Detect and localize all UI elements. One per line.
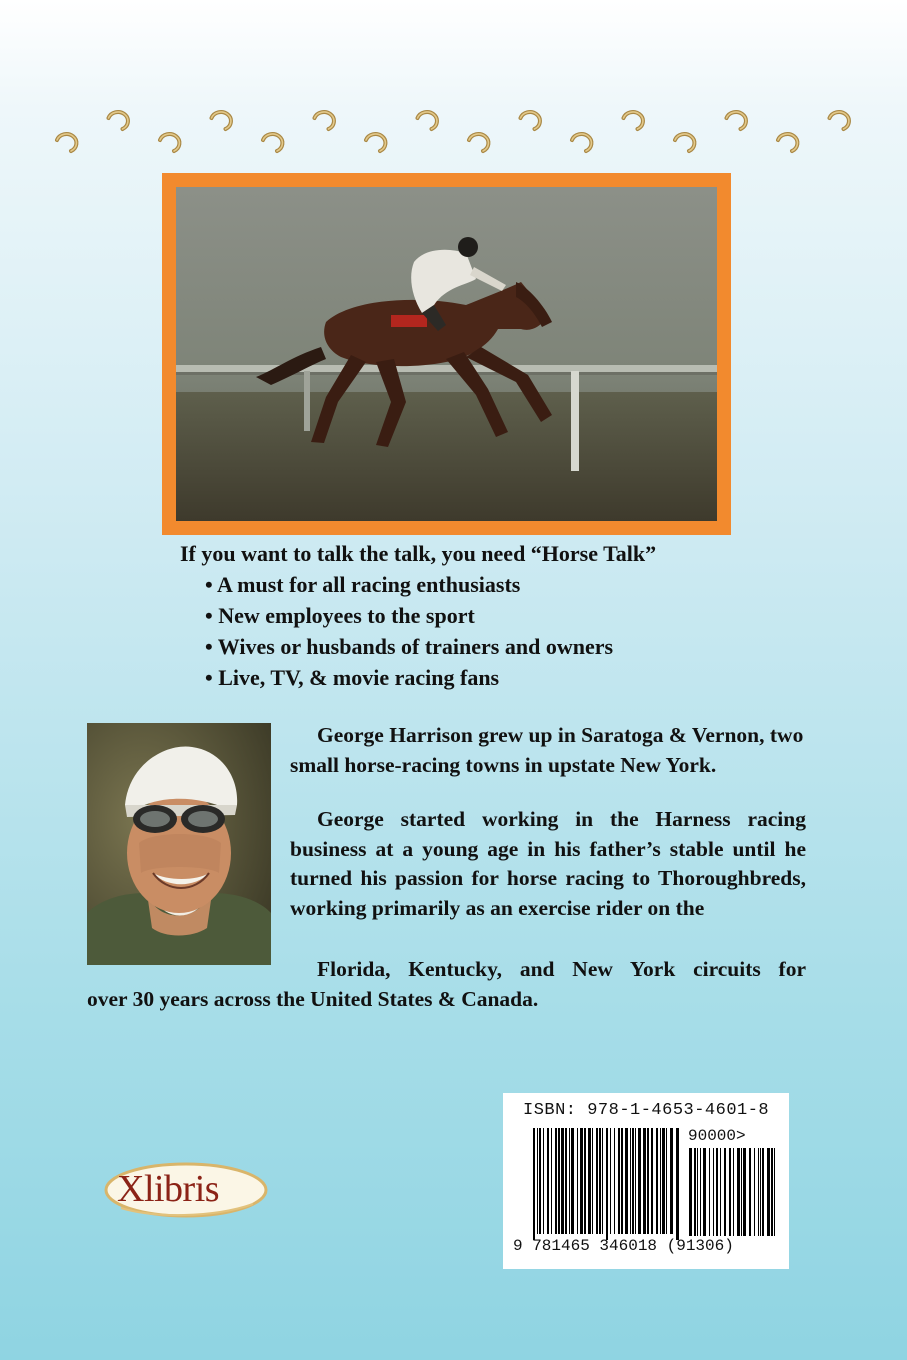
horseshoe-icon: [830, 112, 849, 129]
horseshoe-icon: [675, 134, 694, 151]
horseshoe-row: [0, 0, 907, 170]
barcode-digits: 9 781465 346018 (91306): [513, 1237, 734, 1255]
horseshoe-icon: [572, 134, 591, 151]
isbn-number: ISBN: 978-1-4653-4601-8: [523, 1101, 770, 1120]
horseshoe-icon: [418, 112, 437, 129]
horseshoe-icon: [160, 134, 179, 151]
racing-horse-photo: [176, 187, 717, 521]
horseshoe-icon: [778, 134, 797, 151]
horseshoe-icon: [263, 134, 282, 151]
feature-item: • Wives or husbands of trainers and owners: [205, 634, 614, 659]
horseshoe-icon: [315, 112, 334, 129]
horseshoe-icon: [212, 112, 231, 129]
feature-list: [205, 569, 613, 693]
bio-paragraph-2: George started working in the Harness racing business at a young age in his father’s stable until he turned his passion for horse racing to Thoroughbreds, working primarily as an exercise rider on the: [290, 807, 806, 920]
horseshoe-icon: [727, 112, 746, 129]
racing-photo-frame: [162, 173, 731, 535]
bio-line: over 30 years across the United States & Canada.: [87, 986, 539, 1011]
bio-line: Florida, Kentucky, and New York circuits for: [317, 957, 806, 981]
publisher-logo: [103, 1160, 269, 1220]
feature-item: • New employees to the sport: [205, 603, 475, 628]
price-code: 90000>: [688, 1127, 746, 1145]
horseshoe-icon: [109, 112, 128, 129]
horseshoe-icon: [366, 134, 385, 151]
author-portrait: [87, 723, 271, 965]
horseshoe-icon: [469, 134, 488, 151]
publisher-name: Xlibris: [117, 1168, 220, 1210]
isbn-barcode-block: [503, 1093, 789, 1269]
horseshoe-icon: [57, 134, 76, 151]
bio-paragraph-1: George Harrison grew up in Saratoga & Vernon, two small horse-racing towns in upstate New York.: [290, 723, 804, 777]
bio-paragraph-3: [87, 955, 806, 1014]
feature-item: • Live, TV, & movie racing fans: [205, 665, 500, 690]
feature-item: • A must for all racing enthusiasts: [205, 572, 521, 597]
horseshoe-icon: [624, 112, 643, 129]
horseshoe-icon: [521, 112, 540, 129]
tagline: If you want to talk the talk, you need “Horse Talk”: [180, 541, 657, 566]
